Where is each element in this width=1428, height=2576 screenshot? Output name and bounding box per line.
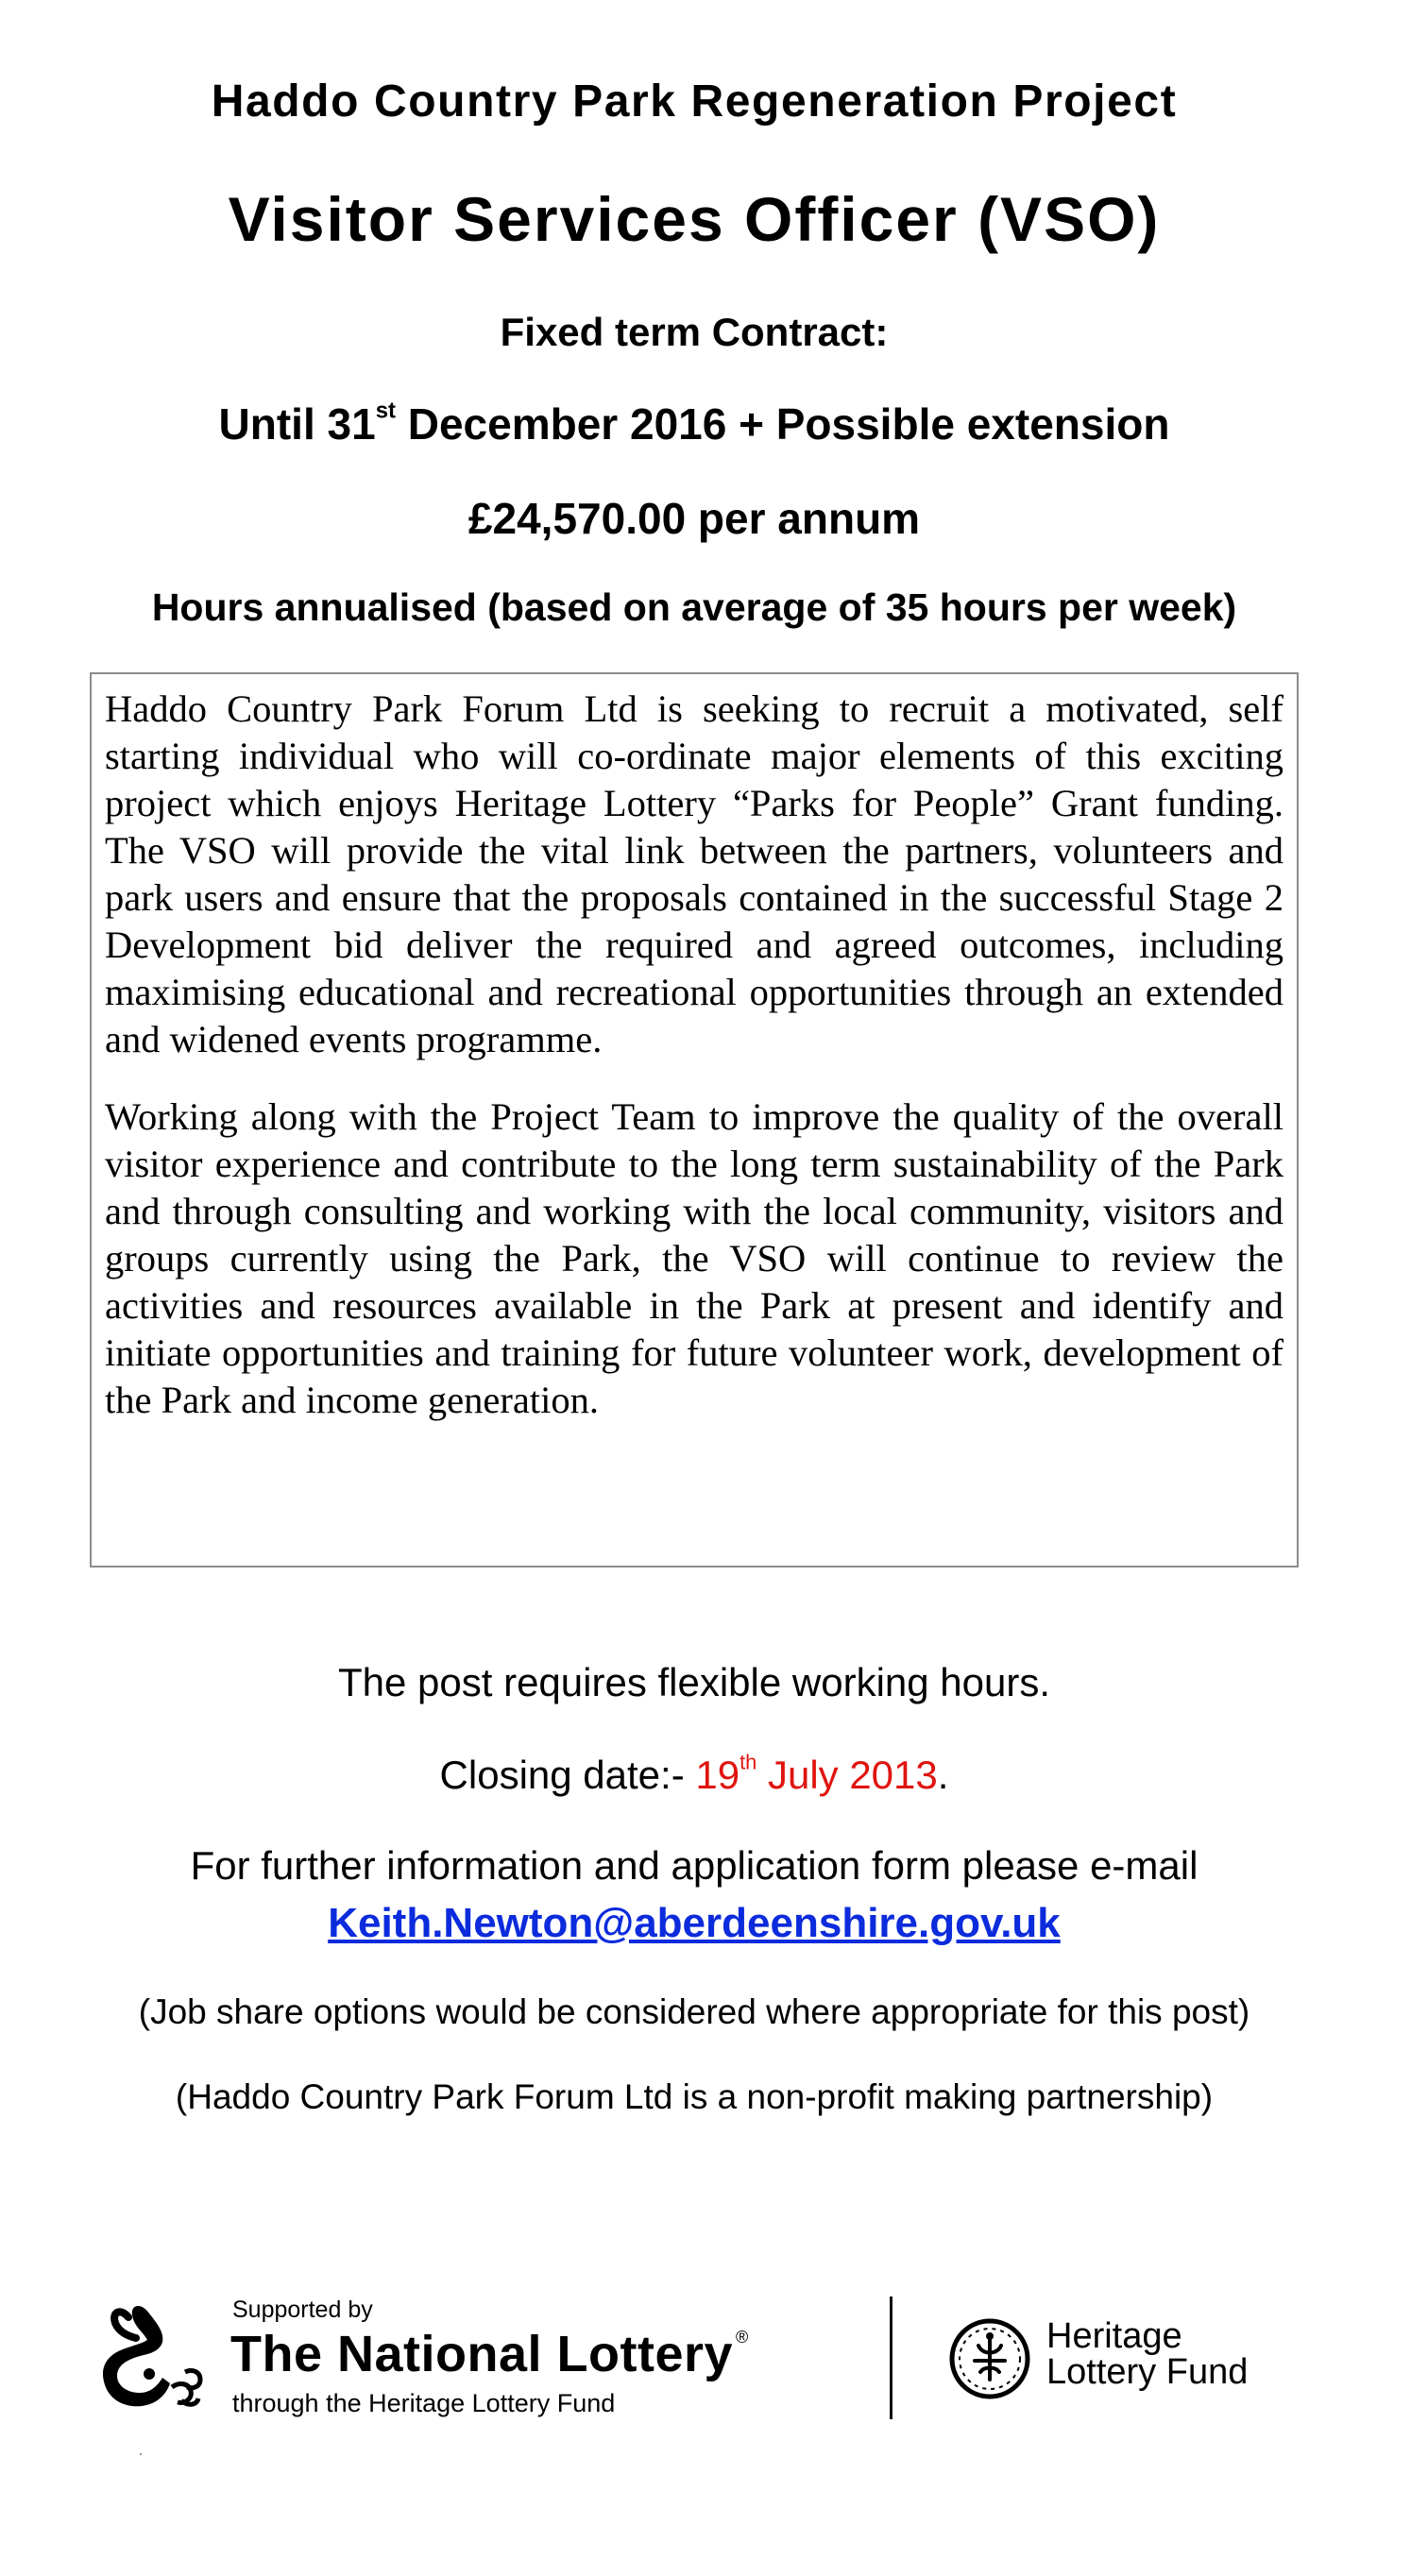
closing-period: .: [937, 1753, 949, 1797]
hlf-line-1: Heritage: [1046, 2316, 1182, 2356]
closing-date-value: [695, 1750, 938, 1797]
closing-superscript: th: [740, 1750, 757, 1774]
closing-label: Closing date:-: [439, 1753, 696, 1797]
contract-type: Fixed term Contract:: [500, 310, 889, 354]
email-line: [0, 1900, 1388, 1947]
closing-date: [0, 1750, 1388, 1798]
until-suffix: December 2016 + Possible extension: [395, 399, 1170, 449]
registered-mark: ®: [736, 2328, 749, 2347]
salary: £24,570.00 per annum: [468, 494, 921, 543]
supported-by-label: Supported by: [232, 2296, 373, 2323]
forum-note: (Haddo Country Park Forum Ltd is a non-profit making partnership): [175, 2077, 1214, 2116]
closing-month-year: July 2013: [756, 1753, 938, 1797]
job-share-note: (Job share options would be considered where appropriate for this post): [138, 1992, 1250, 2031]
role-title: Visitor Services Officer (VSO): [228, 184, 1161, 254]
until-superscript: st: [375, 398, 396, 424]
logo-divider: [890, 2296, 892, 2419]
flexible-hours-note: The post requires flexible working hours.: [337, 1660, 1051, 1704]
through-hlf-label: through the Heritage Lottery Fund: [232, 2389, 616, 2417]
closing-day: 19: [695, 1753, 740, 1797]
hlf-line-2: Lottery Fund: [1046, 2352, 1249, 2392]
hours-note: Hours annualised (based on average of 35 hours per week): [151, 585, 1237, 629]
email-link[interactable]: Keith.Newton@aberdeenshire.gov.uk: [328, 1900, 1061, 1946]
hlf-name: [1046, 2318, 1248, 2390]
description-box: [90, 672, 1299, 1568]
project-title: Haddo Country Park Regeneration Project: [211, 76, 1178, 127]
national-lottery-name: [230, 2325, 749, 2383]
description-paragraph-2: Working along with the Project Team to improve the quality of the overall visitor experience and contribute to the long term sustainability of the Park and through consulting and working with the local community, visitors and groups currently using the Park, the VSO will continue to review the activities and resources available in the Park at present and identify and initiate opportunities and training for future volunteer work, development of the Park and income generation.: [105, 1095, 1284, 1421]
stray-dot: [140, 2453, 142, 2455]
lottery-name-text: The National Lottery: [230, 2326, 734, 2382]
hlf-emblem-icon: [944, 2313, 1035, 2404]
contract-until: [0, 398, 1388, 449]
description-paragraph-1: Haddo Country Park Forum Ltd is seeking to recruit a motivated, self starting individual who will co-ordinate major elements of this exciting project which enjoys Heritage Lottery “Parks for People” Grant funding. The VSO will provide the vital link between the partners, volunteers and park users and ensure that the proposals contained in the successful Stage 2 Development bid deliver the required and agreed outcomes, including maximising educational and recreational opportunities through an extended and widened events programme.: [105, 687, 1284, 1060]
crossed-fingers-icon: [94, 2296, 208, 2419]
until-prefix: Until 31: [218, 399, 376, 449]
further-info-note: For further information and application form please e-mail: [190, 1843, 1198, 1888]
